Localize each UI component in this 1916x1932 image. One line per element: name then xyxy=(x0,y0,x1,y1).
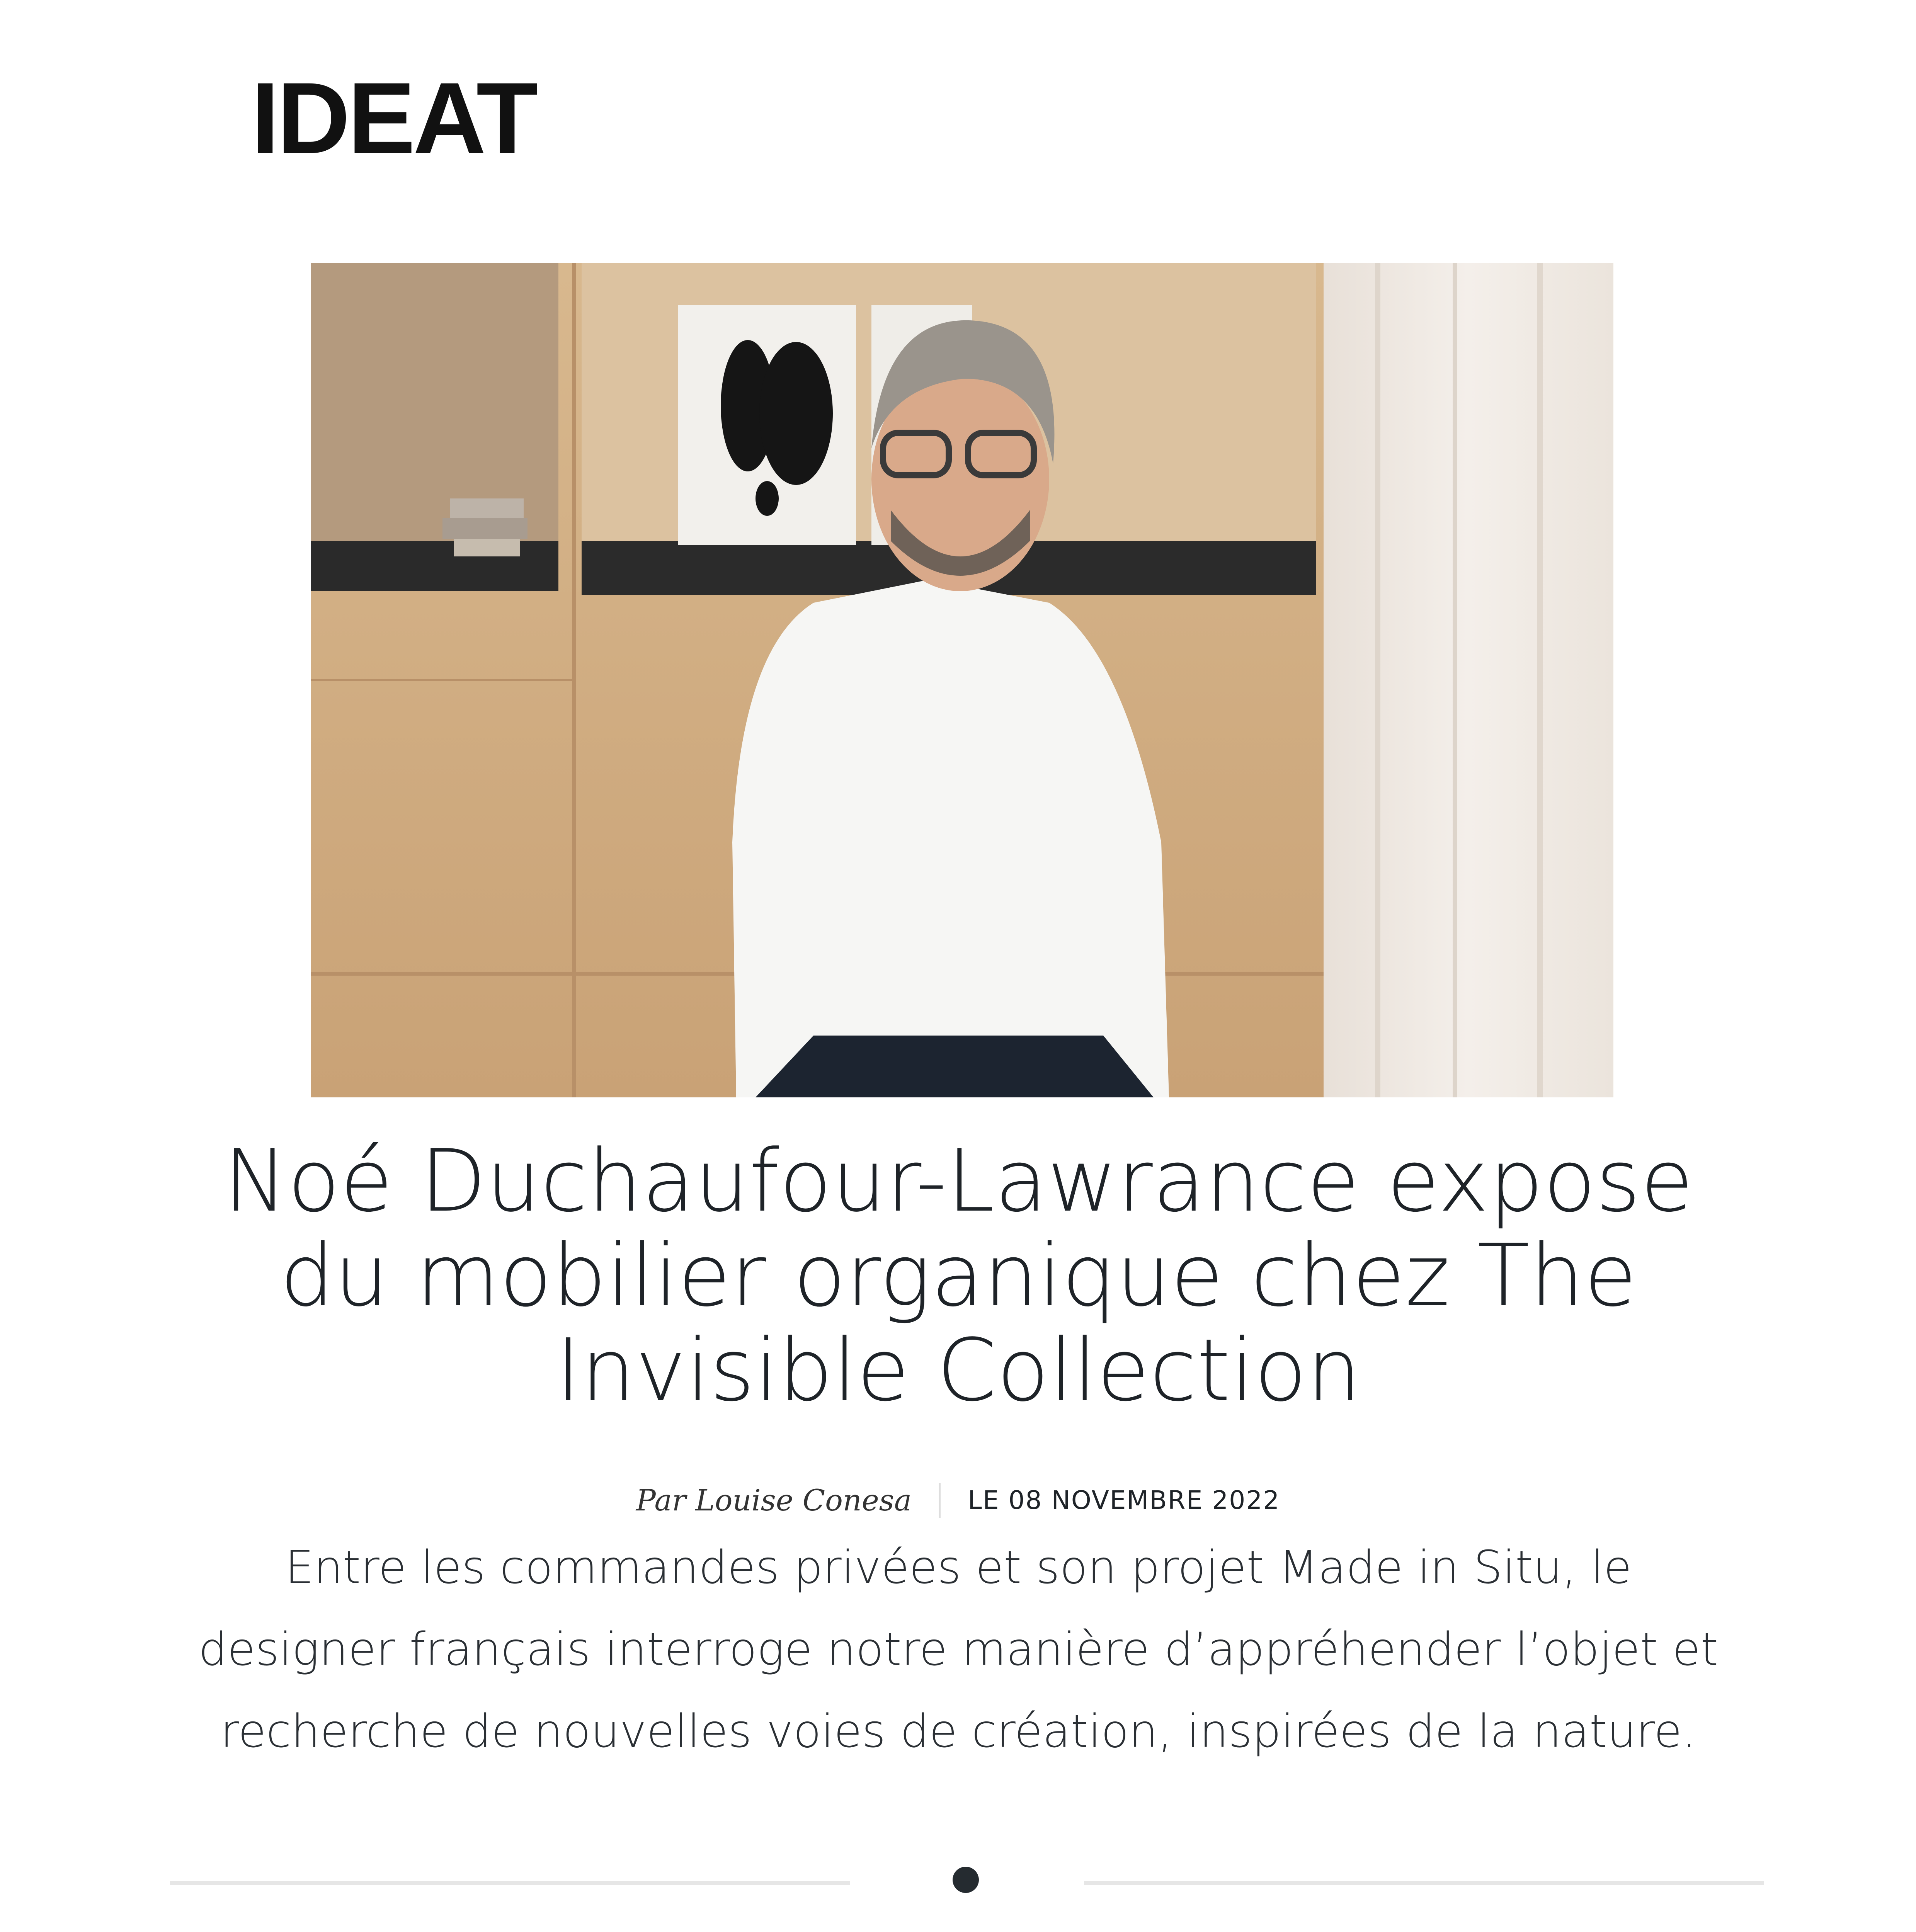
article-date: LE 08 NOVEMBRE 2022 xyxy=(968,1485,1280,1515)
article-meta xyxy=(0,1482,1916,1519)
meta-separator xyxy=(939,1483,941,1518)
site-logo[interactable]: IDEAT xyxy=(251,61,536,175)
article-lead: Entre les commandes privées et son projet Made in Situ, le designer français interroge notre manière d’appréhender l’objet et recherche de nouvelles voies de création, inspirées de la nature. xyxy=(198,1541,1719,1758)
article-author[interactable]: Par Louise Conesa xyxy=(636,1483,912,1517)
divider-dot xyxy=(953,1867,979,1893)
article-title: Noé Duchaufour-Lawrance expose du mobilier organique chez The Invisible Collection xyxy=(223,1131,1693,1420)
divider-left xyxy=(170,1881,850,1885)
hero-image xyxy=(311,263,1613,1097)
divider-right xyxy=(1084,1881,1764,1885)
